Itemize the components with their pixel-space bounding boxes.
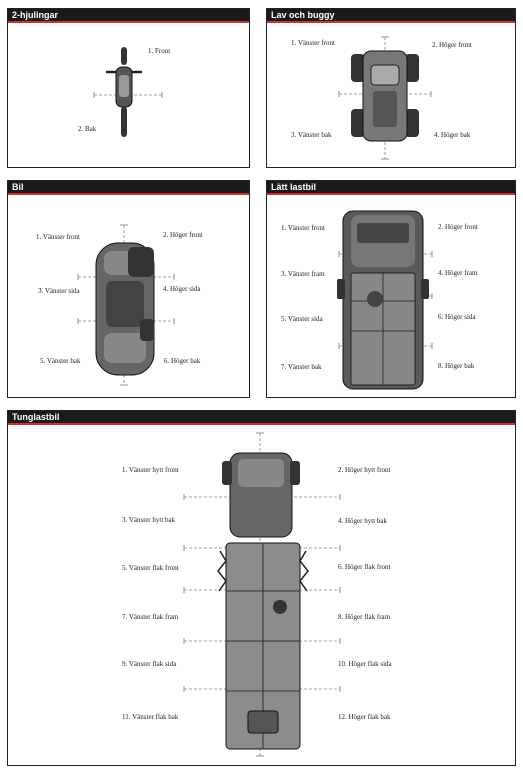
light-truck-label-right-rear: 8. Höger bak bbox=[438, 362, 475, 370]
car-label-left-rear: 5. Vänster bak bbox=[40, 357, 81, 365]
panel-title: 2-hjulingar bbox=[8, 9, 249, 21]
heavy-truck-label-left-bed-rear: 11. Vänster flak bak bbox=[122, 713, 179, 721]
panel-title: Lav och buggy bbox=[267, 9, 515, 21]
light-truck-label-left-rear: 7. Vänster bak bbox=[281, 363, 322, 371]
car-label-left-front: 1. Vänster front bbox=[36, 233, 80, 241]
light-truck-label-left-side: 5. Vänster sida bbox=[281, 315, 323, 323]
heavy-truck-label-right-bed-rear: 12. Höger flak bak bbox=[338, 713, 391, 721]
car-label-left-side: 3. Vänster sida bbox=[38, 287, 80, 295]
heavy-truck-label-right-cab-rear: 4. Höger hytt bak bbox=[338, 517, 387, 525]
panel-atv bbox=[266, 8, 516, 168]
light-truck-label-right-front: 2. Höger front bbox=[438, 223, 478, 231]
panel-title: Bil bbox=[8, 181, 249, 193]
light-truck-illustration bbox=[337, 211, 429, 389]
atv-diagram bbox=[267, 9, 517, 169]
car-label-right-rear: 6. Höger bak bbox=[164, 357, 201, 365]
light-truck-label-right-side: 6. Höger sida bbox=[438, 313, 476, 321]
light-truck-label-left-forward: 3. Vänster fram bbox=[281, 270, 325, 278]
heavy-truck-label-left-bed-side: 9. Vänster flak sida bbox=[122, 660, 177, 668]
bike-label-rear: 2. Bak bbox=[78, 125, 97, 133]
heavy-truck-label-left-bed-forward: 7. Vänster flak fram bbox=[122, 613, 179, 621]
bike-label-front: 1. Front bbox=[148, 47, 171, 55]
bike-diagram bbox=[8, 9, 251, 169]
atv-label-left-rear: 3. Vänster bak bbox=[291, 131, 332, 139]
atv-illustration bbox=[351, 51, 419, 141]
light-truck-label-left-front: 1. Vänster front bbox=[281, 224, 325, 232]
panel-car bbox=[7, 180, 250, 398]
car-label-right-side: 4. Höger sida bbox=[163, 285, 201, 293]
atv-label-right-front: 2. Höger front bbox=[432, 41, 472, 49]
car-illustration bbox=[96, 243, 154, 375]
heavy-truck-label-left-bed-front: 5. Vänster flak front bbox=[122, 564, 179, 572]
motorcycle-illustration bbox=[106, 47, 142, 137]
panel-heavy-truck bbox=[7, 410, 516, 766]
car-label-right-front: 2. Höger front bbox=[163, 231, 203, 239]
heavy-truck-label-left-cab-front: 1. Vänster hytt front bbox=[122, 466, 179, 474]
heavy-truck-label-right-bed-front: 6. Höger flak front bbox=[338, 563, 391, 571]
heavy-truck-label-left-cab-rear: 3. Vänster hytt bak bbox=[122, 516, 176, 524]
heavy-truck-label-right-bed-side: 10. Höger flak sida bbox=[338, 660, 392, 668]
heavy-truck-diagram bbox=[8, 411, 517, 767]
panel-bike bbox=[7, 8, 250, 168]
light-truck-label-right-forward: 4. Höger fram bbox=[438, 269, 478, 277]
atv-label-right-rear: 4. Höger bak bbox=[434, 131, 471, 139]
heavy-truck-label-right-bed-forward: 8. Höger flak fram bbox=[338, 613, 391, 621]
heavy-truck-label-right-cab-front: 2. Höger hytt front bbox=[338, 466, 391, 474]
atv-label-left-front: 1. Vänster front bbox=[291, 39, 335, 47]
panel-title: Lätt lastbil bbox=[267, 181, 515, 193]
panel-title: Tunglastbil bbox=[8, 411, 515, 423]
panel-light-truck bbox=[266, 180, 516, 398]
